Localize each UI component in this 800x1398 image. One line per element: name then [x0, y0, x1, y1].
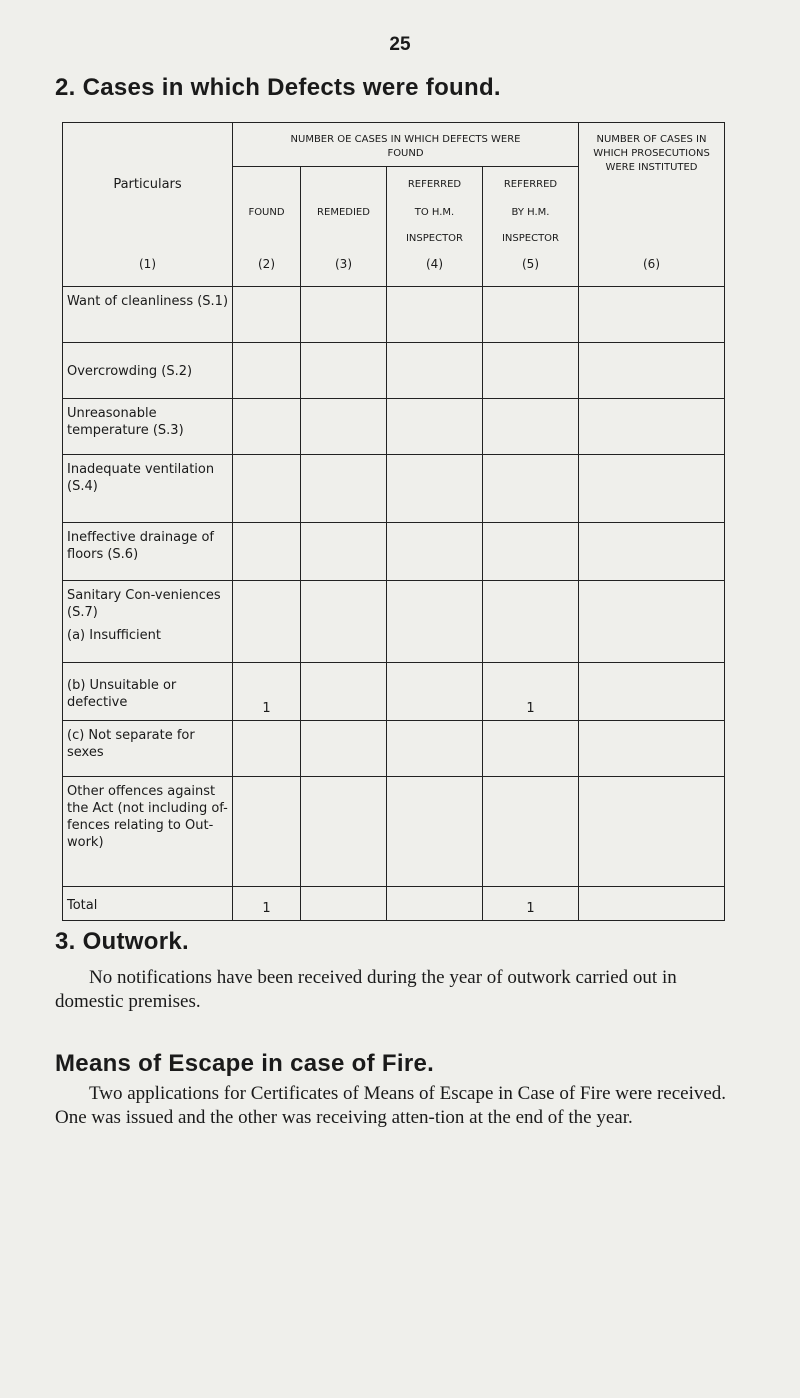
header-remedied-label: REMEDIED — [317, 207, 370, 218]
cell-prosecutions — [579, 455, 725, 523]
cell-found — [233, 343, 301, 399]
table-row — [63, 399, 725, 455]
cell-referred-by: 1 — [483, 887, 579, 921]
cell-prosecutions — [579, 663, 725, 721]
header-remedied — [301, 167, 387, 287]
row-label-cell — [63, 581, 233, 663]
section-title-fire-escape: Means of Escape in case of Fire. — [55, 1050, 435, 1077]
table-row — [63, 523, 725, 581]
cell-remedied — [301, 663, 387, 721]
cell-referred-to — [387, 663, 483, 721]
cell-remedied — [301, 523, 387, 581]
header-particulars-label: Particulars — [113, 177, 182, 192]
header-referred-by — [483, 167, 579, 287]
cell-prosecutions — [579, 287, 725, 343]
cell-found — [233, 399, 301, 455]
row-label: Ineffective drainage of floors (S.6) — [63, 523, 233, 581]
cell-found — [233, 581, 301, 663]
header-referred-to-line2: TO H.M. — [414, 207, 455, 218]
cell-prosecutions — [579, 887, 725, 921]
header-defects-group: NUMBER OE CASES IN WHICH DEFECTS WERE FOUND — [233, 123, 579, 167]
section-title-outwork: 3. Outwork. — [55, 928, 189, 955]
cell-found — [233, 523, 301, 581]
cell-referred-by — [483, 721, 579, 777]
cell-prosecutions — [579, 777, 725, 887]
cell-referred-to — [387, 523, 483, 581]
cell-remedied — [301, 721, 387, 777]
header-referred-by-num: (5) — [522, 257, 539, 271]
header-referred-by-line2: BY H.M. — [511, 207, 550, 218]
row-label: Sanitary Con-veniences (S.7) — [67, 588, 221, 620]
cell-referred-to — [387, 287, 483, 343]
header-referred-to-line3: INSPECTOR — [405, 233, 464, 244]
header-particulars-num: (1) — [139, 257, 156, 271]
table-row — [63, 777, 725, 887]
header-prosecutions-label: NUMBER OF CASES IN WHICH PROSECUTIONS WERE INSTITUTED — [593, 134, 710, 173]
cell-referred-by — [483, 343, 579, 399]
header-referred-by-line3: INSPECTOR — [501, 233, 560, 244]
page-number: 25 — [389, 34, 411, 55]
cell-referred-to — [387, 887, 483, 921]
defects-table — [62, 122, 725, 921]
cell-referred-by: 1 — [483, 663, 579, 721]
cell-remedied — [301, 581, 387, 663]
cell-referred-by — [483, 777, 579, 887]
cell-prosecutions — [579, 581, 725, 663]
cell-referred-by — [483, 581, 579, 663]
cell-remedied — [301, 887, 387, 921]
header-prosecutions-num: (6) — [643, 257, 660, 271]
cell-found — [233, 287, 301, 343]
row-label: (b) Unsuitable or defective — [63, 663, 233, 721]
cell-referred-by — [483, 455, 579, 523]
cell-found — [233, 455, 301, 523]
cell-remedied — [301, 455, 387, 523]
table-row — [63, 455, 725, 523]
cell-found — [233, 721, 301, 777]
header-found — [233, 167, 301, 287]
cell-referred-to — [387, 777, 483, 887]
cell-prosecutions — [579, 343, 725, 399]
cell-referred-by — [483, 399, 579, 455]
cell-referred-by — [483, 523, 579, 581]
row-label: Unreasonable temperature (S.3) — [63, 399, 233, 455]
header-referred-to-line1: REFERRED — [407, 179, 462, 190]
cell-referred-to — [387, 455, 483, 523]
outwork-paragraph: No notifications have been received during the year of outwork carried out in domestic premises. — [55, 967, 677, 1012]
table-row-total — [63, 887, 725, 921]
cell-prosecutions — [579, 523, 725, 581]
header-found-label: FOUND — [248, 207, 285, 218]
cell-found: 1 — [233, 663, 301, 721]
cell-remedied — [301, 343, 387, 399]
row-label: (c) Not separate for sexes — [63, 721, 233, 777]
cell-prosecutions — [579, 399, 725, 455]
row-label: Total — [63, 887, 233, 921]
cell-remedied — [301, 399, 387, 455]
cell-referred-to — [387, 721, 483, 777]
row-label: Overcrowding (S.2) — [63, 343, 233, 399]
fire-escape-paragraph: Two applications for Certificates of Means of Escape in Case of Fire were received. One was issued and the other was receiving atten-tion at the end of the year. — [55, 1083, 727, 1128]
table-row — [63, 663, 725, 721]
table-row — [63, 581, 725, 663]
cell-remedied — [301, 287, 387, 343]
table-row — [63, 721, 725, 777]
cell-referred-to — [387, 399, 483, 455]
row-sublabel: (a) Insufficient — [67, 628, 161, 643]
cell-found: 1 — [233, 887, 301, 921]
row-label: Inadequate ventilation (S.4) — [63, 455, 233, 523]
table-row — [63, 343, 725, 399]
header-prosecutions — [579, 123, 725, 287]
cell-prosecutions — [579, 721, 725, 777]
section-title-defects: 2. Cases in which Defects were found. — [55, 74, 501, 101]
cell-referred-by — [483, 287, 579, 343]
header-remedied-num: (3) — [335, 257, 352, 271]
header-found-num: (2) — [258, 257, 275, 271]
header-particulars — [63, 123, 233, 287]
cell-remedied — [301, 777, 387, 887]
cell-referred-to — [387, 581, 483, 663]
cell-found — [233, 777, 301, 887]
header-referred-to — [387, 167, 483, 287]
row-label: Want of cleanliness (S.1) — [63, 287, 233, 343]
cell-referred-to — [387, 343, 483, 399]
header-referred-to-num: (4) — [426, 257, 443, 271]
row-label: Other offences against the Act (not including of-fences relating to Out-work) — [63, 777, 233, 887]
table-row — [63, 287, 725, 343]
header-referred-by-line1: REFERRED — [503, 179, 558, 190]
